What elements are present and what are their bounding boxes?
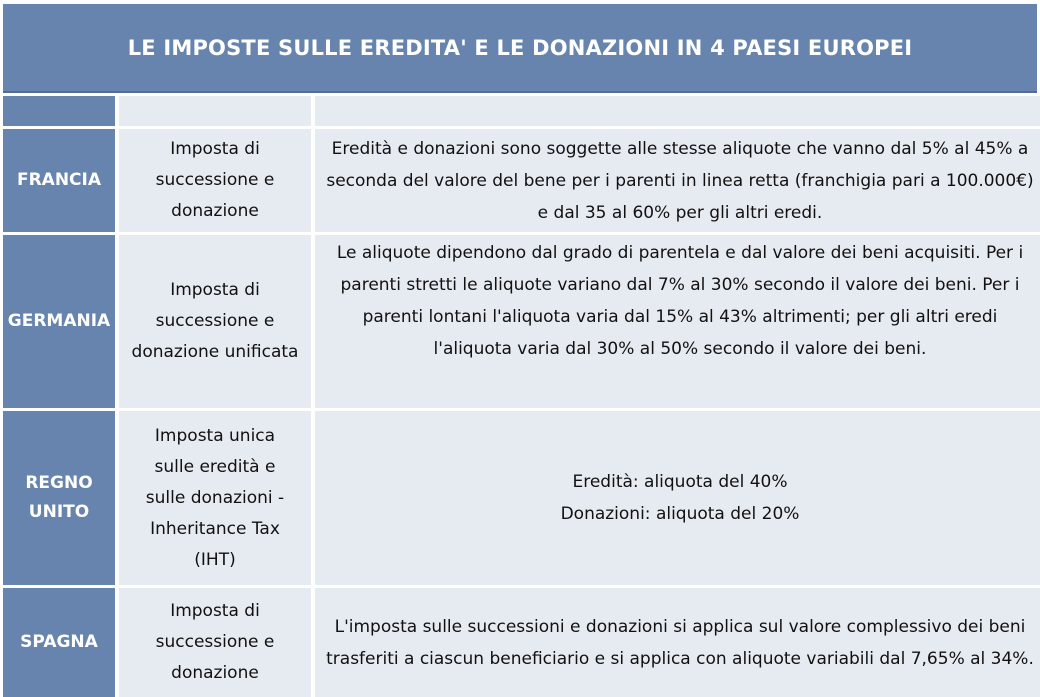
tax-name-spain: Imposta di successione e donazione — [119, 588, 311, 697]
description-line: Eredità e donazioni sono soggette alle stesse aliquote che vanno dal 5% al 45% a seconda del valore del bene per i parenti in linea retta (franchigia pari a 100.000€) e dal 35 al 60% per gli altri eredi. — [326, 138, 1034, 223]
tax-name-germany: Imposta di successione e donazione unificata — [119, 235, 311, 408]
empty-header-cell — [315, 96, 1040, 126]
table-title: LE IMPOSTE SULLE EREDITA' E LE DONAZIONI IN 4 PAESI EUROPEI — [3, 4, 1037, 93]
country-spain: SPAGNA — [3, 588, 115, 697]
empty-header-cell — [119, 96, 311, 126]
country-france: FRANCIA — [3, 129, 115, 232]
description-line: L'imposta sulle successioni e donazioni si applica sul valore complessivo dei beni trasferiti a ciascun beneficiario e si applica con aliquote variabili dal 7,65% al 34%. — [326, 616, 1034, 669]
description-line: Donazioni: aliquota del 20% — [560, 504, 800, 524]
description-line: Le aliquote dipendono dal grado di parentela e dal valore dei beni acquisiti. Per i parenti stretti le aliquote variano dal 7% al 30% secondo il valore dei beni. Per i parenti lontani l'aliquota varia dal 15% al 43% altrimenti; per gli altri eredi l'aliquota varia dal 30% al 50% secondo il valore dei beni. — [336, 243, 1024, 359]
tax-comparison-table — [3, 96, 1037, 685]
description-germany — [315, 235, 1040, 408]
empty-header-cell — [3, 96, 115, 126]
country-germany: GERMANIA — [3, 235, 115, 408]
description-spain — [315, 588, 1040, 697]
tax-name-united-kingdom: Imposta unica sulle eredità e sulle donazioni - Inheritance Tax (IHT) — [119, 411, 311, 585]
description-france — [315, 129, 1040, 232]
description-line: Eredità: aliquota del 40% — [572, 472, 788, 492]
tax-name-france: Imposta di successione e donazione — [119, 129, 311, 232]
description-united-kingdom — [315, 411, 1040, 585]
country-united-kingdom: REGNO UNITO — [3, 411, 115, 585]
